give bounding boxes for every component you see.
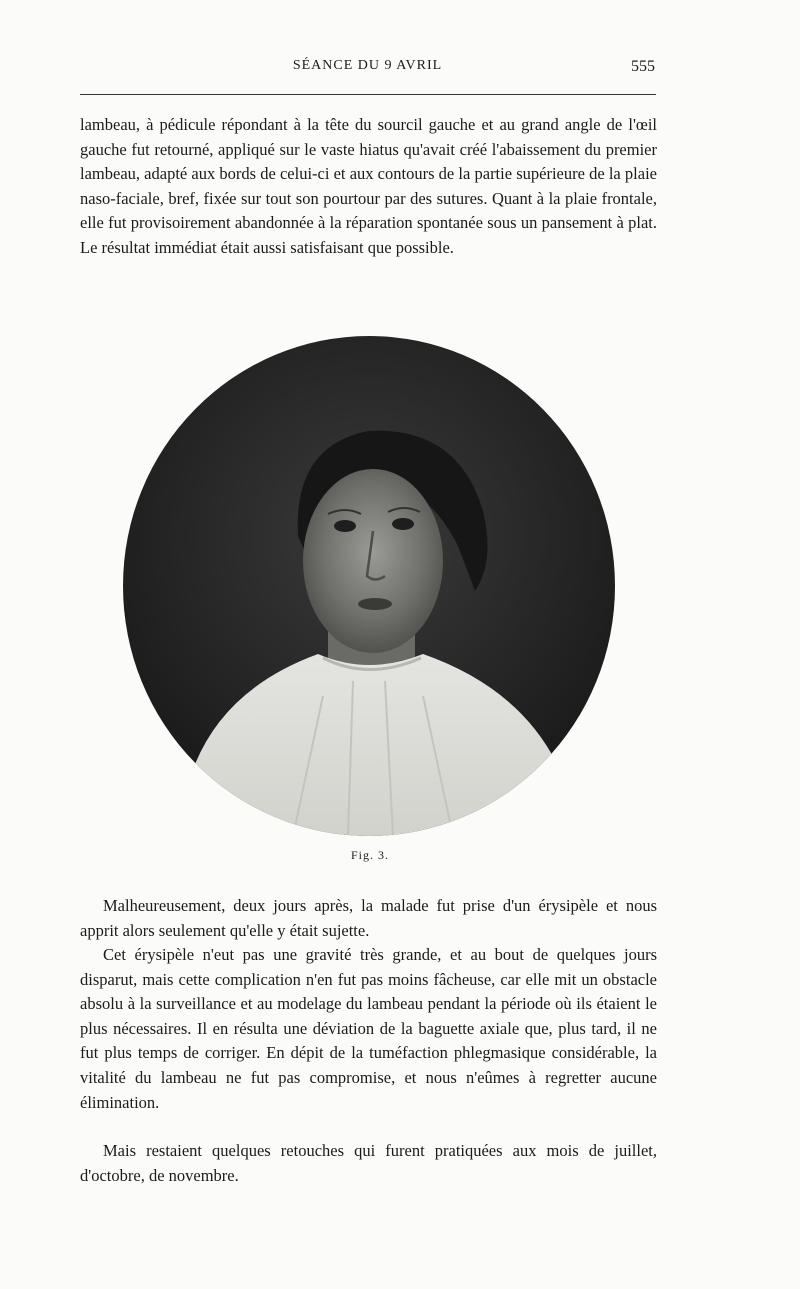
paragraph-2: Malheureusement, deux jours après, la malade fut prise d'un érysipèle et nous apprit alors seulement qu'elle y était sujette. <box>80 896 657 940</box>
header-rule <box>80 94 656 95</box>
portrait-image <box>123 336 615 836</box>
figure-caption: Fig. 3. <box>350 848 389 862</box>
paragraph-3: Cet érysipèle n'eut pas une gravité très grande, et au bout de quelques jours disparut, mais cette complication n'en fut pas moins fâcheuse, car elle mit un obstacle absolu à la surveillance et au modelage du lambeau pendant la période où ils étaient le plus nécessaires. Il en résulta une déviation de la baguette axiale que, plus tard, il ne fut plus temps de corriger. En dépit de la tuméfaction phlegmasique considérable, la vitalité du lambeau ne fut pas compromise, et nous n'eûmes à regretter aucune élimination. <box>80 945 657 1112</box>
page-number: 555 <box>631 58 655 75</box>
running-header <box>80 58 655 82</box>
portrait-photograph <box>123 336 615 836</box>
header-title: SÉANCE DU 9 AVRIL <box>292 58 443 73</box>
paragraph-1: lambeau, à pédicule répondant à la tête du sourcil gauche et au grand angle de l'œil gauche fut retourné, appliqué sur le vaste hiatus qu'avait créé l'abaissement du premier lambeau, adapté aux bords de celui-ci et aux contours de la partie supérieure de la plaie naso-faciale, bref, fixée sur tout son pourtour par des sutures. Quant à la plaie frontale, elle fut provisoirement abandonnée à la réparation spontanée sous un pansement à plat. Le résultat immédiat était aussi satisfaisant que possible. <box>80 115 657 257</box>
paragraph-4: Mais restaient quelques retouches qui furent pratiquées aux mois de juillet, d'octobre, de novembre. <box>80 1141 657 1185</box>
